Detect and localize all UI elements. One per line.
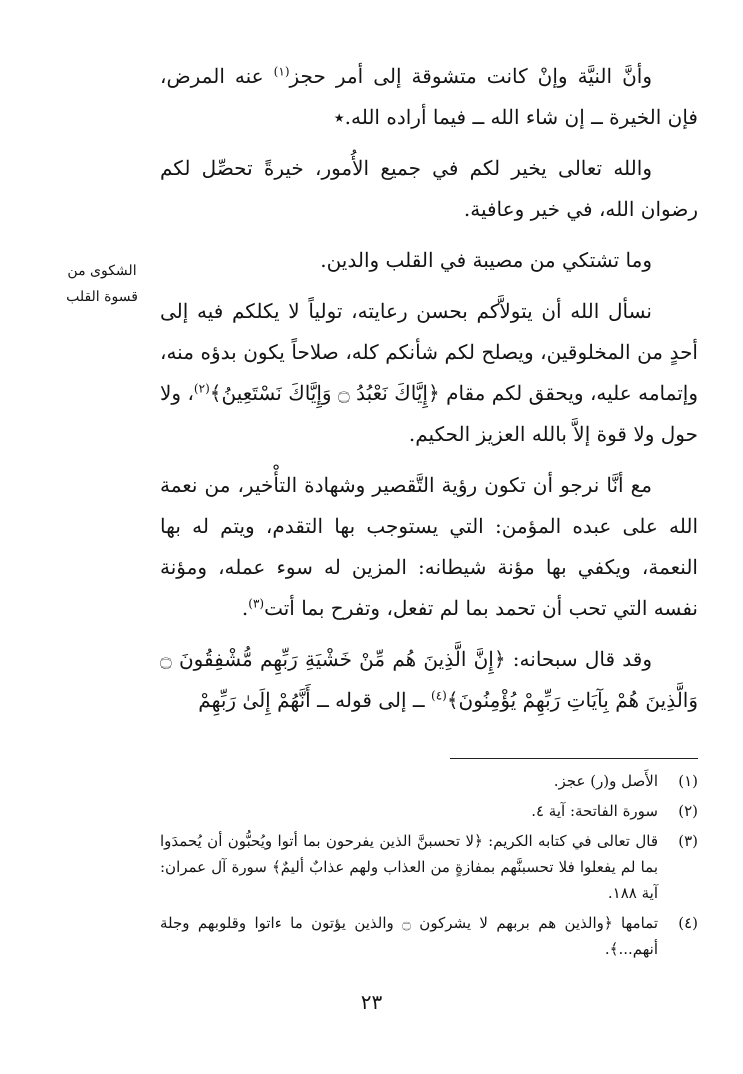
text-run: نسأل الله أن يتولاَّكم بحسن رعايته، تولياً لا يكلكم فيه إلى أحدٍ من المخلوقين، ويصلح لكم شأنكم كله، صلاحاً يكون بدؤه منه، وإتمامه عليه، ويحقق لكم مقام ﴿إِيَّاكَ نَعْبُدُ ۝ وَإِيَّاكَ نَسْتَعِينُ﴾	[160, 299, 698, 405]
footnote	[160, 910, 698, 962]
text-run: وما تشتكي من مصيبة في القلب والدين.	[320, 248, 652, 272]
footnote	[160, 828, 698, 906]
paragraph	[160, 148, 698, 230]
footnote-ref[interactable]: (٣)	[248, 596, 265, 611]
footnote-ref[interactable]: (٢)	[193, 381, 210, 396]
paragraph	[160, 56, 698, 138]
footnote-number: (٤)	[678, 914, 698, 932]
text-run: ، ولا حول ولا قوة إلاَّ بالله العزيز الحكيم.	[160, 381, 698, 446]
text-run: .	[241, 596, 249, 620]
margin-note: الشكوى من قسوة القلب	[66, 263, 138, 305]
footnote-number: (١)	[678, 772, 698, 790]
footnote	[160, 768, 698, 794]
footnote-ref[interactable]: (١)	[273, 64, 290, 79]
paragraph	[160, 291, 698, 455]
text-run: وأنَّ النيَّة وإنْ كانت متشوقة إلى أمر حجز	[289, 64, 652, 88]
footnote-number: (٢)	[678, 802, 698, 820]
page-number: ٢٣	[360, 990, 383, 1014]
text-run: والله تعالى يخير لكم في جميع الأُمور، خيرةً تحصِّل لكم رضوان الله، في خير وعافية.	[160, 156, 698, 221]
paragraph	[160, 639, 698, 721]
footnote-ref[interactable]: (٤)	[431, 688, 447, 703]
paragraph	[160, 465, 698, 629]
footnote	[160, 798, 698, 824]
footnote-text: تمامها ﴿والذين هم بربهم لا يشركون ۝ والذين يؤتون ما ءاتوا وقلوبهم وجلة أنهم...﴾.	[160, 914, 658, 958]
footnote-divider	[450, 758, 698, 759]
text-run: وقد قال سبحانه: ﴿إِنَّ الَّذِينَ هُم مِّنْ خَشْيَةِ رَبِّهِم مُّشْفِقُونَ ۝ وَالَّذِينَ هُمْ بِآيَاتِ رَبِّهِمْ يُؤْمِنُونَ﴾	[160, 647, 698, 712]
text-run: مع أنَّا نرجو أن تكون رؤية التَّقصير وشهادة التأْخير، من نعمة الله على عبده المؤمن: التي يستوجب بها التقدم، ويتم له بها النعمة، ويكفي بها مؤنة شيطانه: المزين له سوء عمله، ومؤنة نفسه التي تحب أن تحمد بما لم تفعل، وتفرح بما أتت	[160, 473, 698, 620]
footnote-number: (٣)	[678, 832, 698, 850]
text-run: ــ إلى قوله ــ أَنَّهُمْ إِلَىٰ رَبِّهِمْ	[198, 688, 431, 712]
footnotes	[160, 768, 698, 966]
text-run: عنه المرض، فإن الخيرة ــ إن شاء الله ــ فيما أراده الله.٭	[160, 64, 698, 129]
footnote-text: قال تعالى في كتابه الكريم: ﴿لا تحسبنَّ الذين يفرحون بما أتوا ويُحبُّون أن يُحمدَوا بما لم يفعلوا فلا تحسبنَّهم بمفازةٍ من العذاب ولهم عذابٌ أليمٌ﴾ سورة آل عمران: آية ١٨٨.	[160, 832, 658, 902]
main-text	[160, 56, 698, 731]
footnote-text: سورة الفاتحة: آية ٤.	[531, 802, 658, 820]
paragraph	[160, 240, 698, 281]
footnote-text: الأَصل و(ر) عجز.	[553, 772, 658, 790]
